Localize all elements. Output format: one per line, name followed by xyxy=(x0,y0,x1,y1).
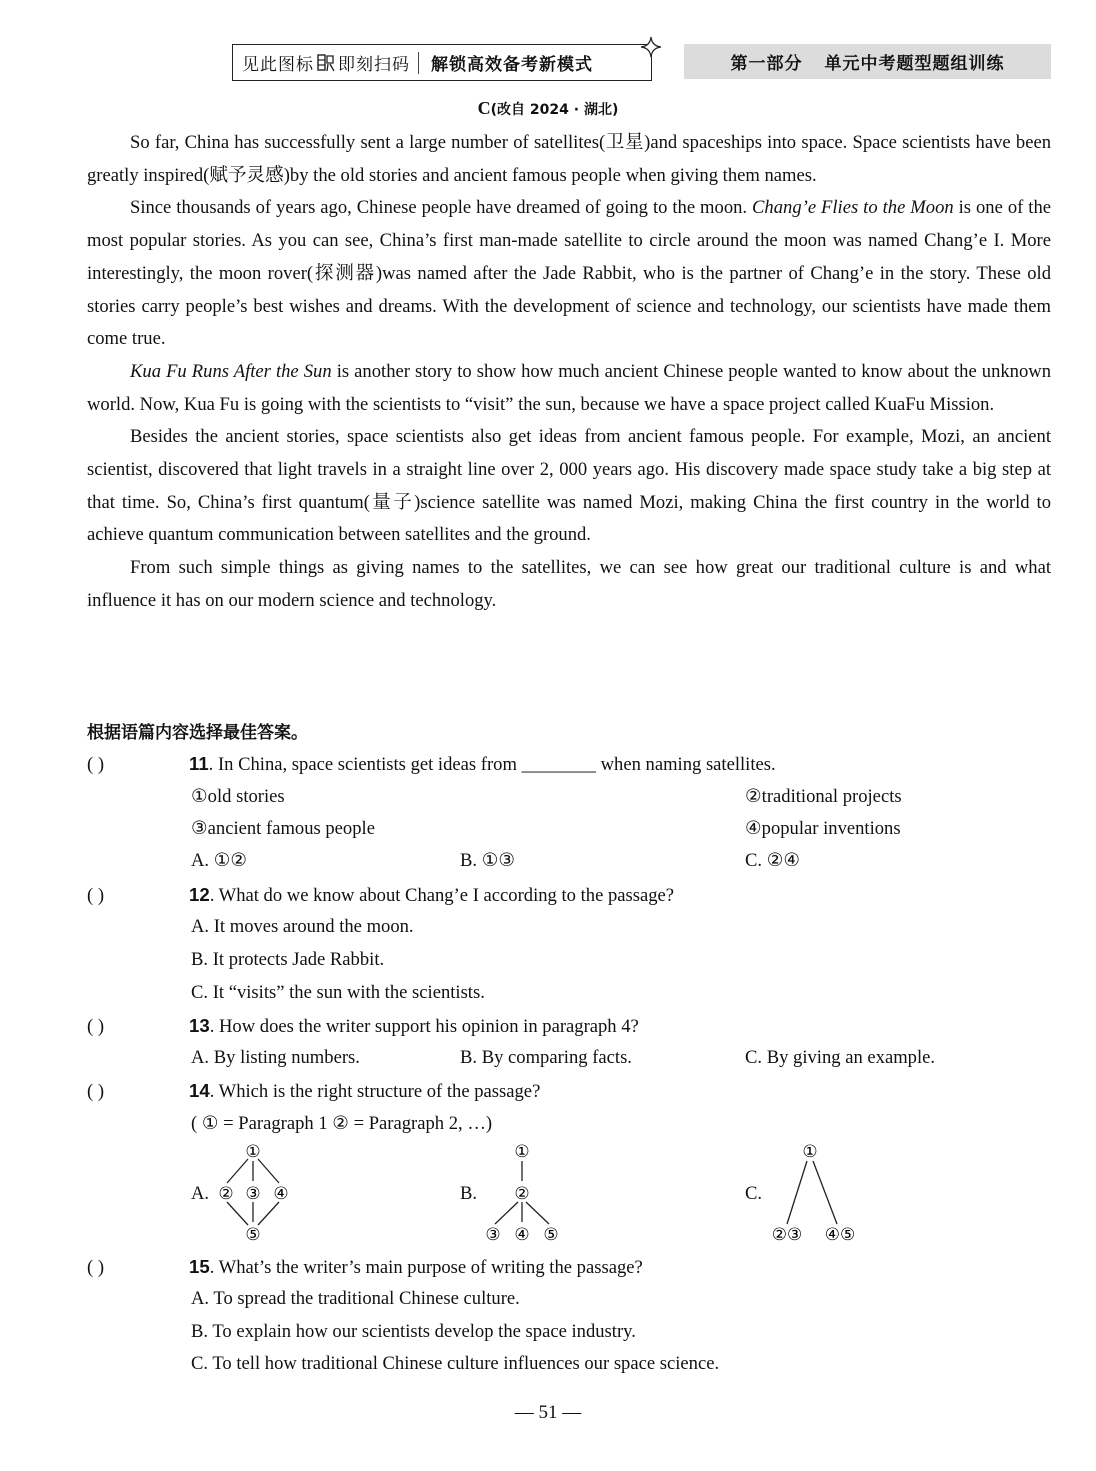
question-number: 14 xyxy=(189,1080,210,1101)
node-3: ③ xyxy=(485,1225,501,1244)
part-label: 第一部分 xyxy=(730,54,803,74)
question-number: 13 xyxy=(189,1015,210,1036)
paragraph-2: Since thousands of years ago, Chinese people have dreamed of going to the moon. Chang’e Flies to the Moon is one of the most popular stories. As you can see, China’s first man-made satellite to circle around the moon was named Chang’e I. More interestingly, the moon rover(探测器)was named after the Jade Rabbit, who is the partner of Chang’e in the story. These old stories carry people’s best wishes and dreams. With the development of science and technology, our scientists have made them come true. xyxy=(87,197,1051,350)
node-4: ④ xyxy=(514,1225,530,1244)
scan-hint-text-1: 见此图标 xyxy=(242,55,314,75)
option-a[interactable]: A. To spread the traditional Chinese culture. xyxy=(191,1288,520,1309)
node-5: ⑤ xyxy=(543,1225,559,1244)
node-4-5: ④⑤ xyxy=(824,1225,856,1244)
instruction: 根据语篇内容选择最佳答案。 xyxy=(87,723,308,743)
option-a[interactable]: A. xyxy=(191,1183,210,1204)
option-b[interactable]: B. To explain how our scientists develop the space industry. xyxy=(191,1321,636,1342)
paragraph-5: From such simple things as giving names to the satellites, we can see how great our traditional culture is and what influence it has on our modern science and technology. xyxy=(87,557,1051,611)
node-1: ① xyxy=(802,1142,818,1162)
node-2: ② xyxy=(218,1184,234,1204)
option-c[interactable]: C. By giving an example. xyxy=(745,1047,936,1068)
question-text: . Which is the right structure of the passage? xyxy=(209,1081,541,1102)
question-text: . What’s the writer’s main purpose of writing the passage? xyxy=(209,1257,643,1278)
scan-hint-text-3: 解锁高效备考新模式 xyxy=(431,55,593,75)
node-1: ① xyxy=(245,1142,261,1162)
structure-diagram-c xyxy=(765,1140,865,1244)
sparkle-icon xyxy=(640,36,662,58)
question-11 xyxy=(87,751,776,778)
page-number: — 51 — xyxy=(514,1402,582,1423)
question-text: . In China, space scientists get ideas from ________ when naming satellites. xyxy=(208,754,776,775)
option-b[interactable]: B. ①③ xyxy=(460,850,516,871)
question-13 xyxy=(87,1013,639,1040)
scan-code-banner xyxy=(232,44,652,81)
node-2-3: ②③ xyxy=(771,1225,803,1244)
question-text: . What do we know about Chang’e I according to the passage? xyxy=(209,885,675,906)
option-c[interactable]: C. ②④ xyxy=(745,850,801,871)
section-title xyxy=(0,98,1096,119)
scan-hint-text-2: 即刻扫码 xyxy=(338,55,410,75)
option-b[interactable]: B. xyxy=(460,1183,478,1204)
header-divider xyxy=(418,52,419,74)
question-text: . How does the writer support his opinion in paragraph 4? xyxy=(209,1016,639,1037)
node-4: ④ xyxy=(273,1184,289,1204)
structure-diagram-a xyxy=(212,1140,297,1244)
option-c[interactable]: C. xyxy=(745,1183,763,1204)
paragraph-legend: ( ① = Paragraph 1 ② = Paragraph 2, …) xyxy=(191,1113,493,1134)
answer-blank[interactable]: ( ) xyxy=(87,885,105,906)
answer-blank[interactable]: ( ) xyxy=(87,1257,105,1278)
item-3: ③ancient famous people xyxy=(191,818,375,839)
question-number: 15 xyxy=(189,1256,210,1277)
item-2: ②traditional projects xyxy=(745,786,902,807)
option-a[interactable]: A. It moves around the moon. xyxy=(191,916,414,937)
option-a[interactable]: A. ①② xyxy=(191,850,248,871)
paragraph-1: So far, China has successfully sent a large number of satellites(卫星)and spaceships into space. Space scientists have been greatly inspired(赋予灵感)by the old stories and ancient famous people when giving them names. xyxy=(87,132,1051,186)
answer-blank[interactable]: ( ) xyxy=(87,1081,105,1102)
node-3: ③ xyxy=(245,1184,261,1204)
option-c[interactable]: C. It “visits” the sun with the scientists. xyxy=(191,982,485,1003)
question-14 xyxy=(87,1078,540,1105)
option-c[interactable]: C. To tell how traditional Chinese culture influences our space science. xyxy=(191,1353,720,1374)
option-b[interactable]: B. It protects Jade Rabbit. xyxy=(191,949,385,970)
option-b[interactable]: B. By comparing facts. xyxy=(460,1047,632,1068)
question-number: 12 xyxy=(189,884,210,905)
scan-eye-icon xyxy=(316,53,336,73)
node-5: ⑤ xyxy=(245,1225,261,1244)
section-letter: C xyxy=(477,98,491,118)
part-title: 单元中考题型题组训练 xyxy=(824,54,1005,74)
question-number: 11 xyxy=(189,753,209,774)
node-1: ① xyxy=(514,1142,530,1162)
paragraph-3: Kua Fu Runs After the Sun is another story to show how much ancient Chinese people wanted to know about the unknown world. Now, Kua Fu is going with the scientists to “visit” the sun, because we have a space project called KuaFu Mission. xyxy=(87,360,1051,415)
story-title-kuafu: Kua Fu Runs After the Sun xyxy=(130,360,332,382)
item-1: ①old stories xyxy=(191,786,285,807)
answer-blank[interactable]: ( ) xyxy=(87,1016,105,1037)
paragraph-4: Besides the ancient stories, space scientists also get ideas from ancient famous people. For example, Mozi, an ancient scientist, discovered that light travels in a straight line over 2, 000 years ago. His discovery made space study take a big step at that time. So, China’s first quantum(量子)science satellite was named Mozi, making China the first country in the world to achieve quantum communication between satellites and the ground. xyxy=(87,426,1051,546)
option-a[interactable]: A. By listing numbers. xyxy=(191,1047,360,1068)
reading-passage xyxy=(87,127,1051,618)
structure-diagram-b xyxy=(478,1140,568,1244)
item-4: ④popular inventions xyxy=(745,818,901,839)
answer-blank[interactable]: ( ) xyxy=(87,754,105,775)
story-title-change: Chang’e Flies to the Moon xyxy=(752,197,954,219)
question-15 xyxy=(87,1254,643,1281)
question-12 xyxy=(87,882,674,909)
section-source: (改自 2024 · 湖北) xyxy=(490,102,619,118)
node-2: ② xyxy=(514,1184,530,1204)
section-banner xyxy=(684,44,1051,79)
